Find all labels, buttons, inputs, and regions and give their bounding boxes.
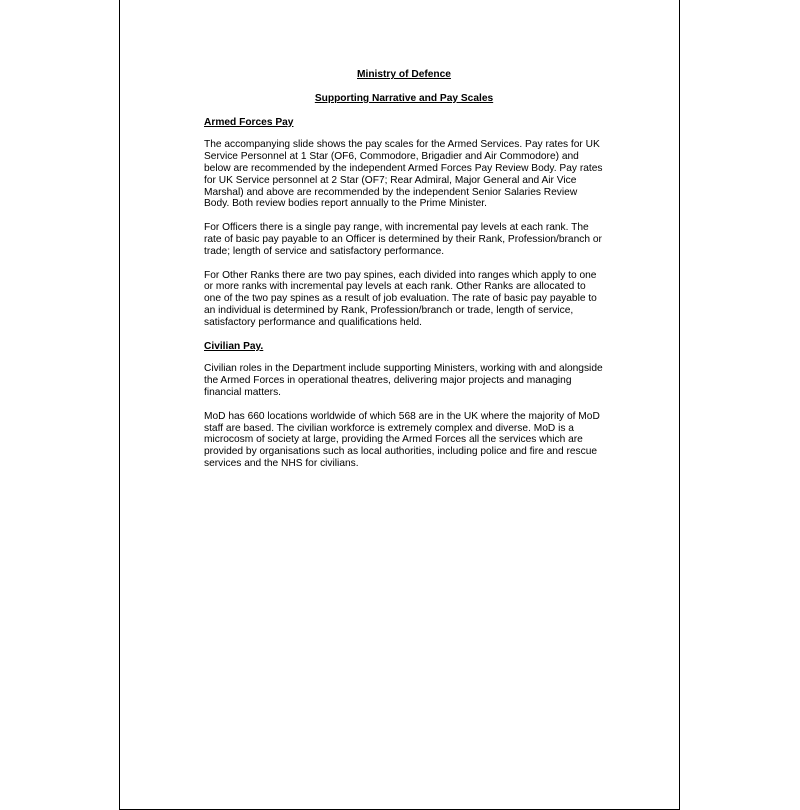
paragraph-mod-locations: MoD has 660 locations worldwide of which 568 are in the UK where the majority of MoD staff are based. The civilian workforce is extremely complex and diverse. MoD is a microcosm of society at large, providing the Armed Forces all the services which are provided by organisations such as local authorities, including police and fire and rescue services and the NHS for civilians. xyxy=(204,410,600,469)
paragraph-other-ranks-pay: For Other Ranks there are two pay spines, each divided into ranges which apply to one or more ranks with incremental pay levels at each rank. Other Ranks are allocated to one of the two pay spines as a result of job evaluation. The rate of basic pay payable to an individual is determined by Rank, Profession/branch or trade, length of service, satisfactory performance and qualifications held. xyxy=(204,269,597,328)
document-subtitle: Supporting Narrative and Pay Scales xyxy=(314,92,494,104)
document-title: Ministry of Defence xyxy=(357,69,451,80)
document-page xyxy=(119,0,680,810)
paragraph-armed-forces-overview: The accompanying slide shows the pay scales for the Armed Services. Pay rates for UK Service Personnel at 1 Star (OF6, Commodore, Brigadier and Air Commodore) and below are recommended by the independent Armed Forces Pay Review Body. Pay rates for UK Service personnel at 2 Star (OF7; Rear Admiral, Major General and Air Vice Marshal) and above are recommended by the independent Senior Salaries Review Body. Both review bodies report annually to the Prime Minister. xyxy=(204,139,603,210)
section-heading-civilian-pay: Civilian Pay. xyxy=(204,340,264,352)
paragraph-officers-pay: For Officers there is a single pay range, with incremental pay levels at each rank. The rate of basic pay payable to an Officer is determined by their Rank, Profession/branch or trade; length of service and satisfactory performance. xyxy=(204,222,602,257)
paragraph-civilian-roles: Civilian roles in the Department include supporting Ministers, working with and alongside the Armed Forces in operational theatres, delivering major projects and managing financial matters. xyxy=(204,363,603,398)
document-content xyxy=(204,69,604,482)
section-heading-armed-forces-pay: Armed Forces Pay xyxy=(204,116,294,128)
